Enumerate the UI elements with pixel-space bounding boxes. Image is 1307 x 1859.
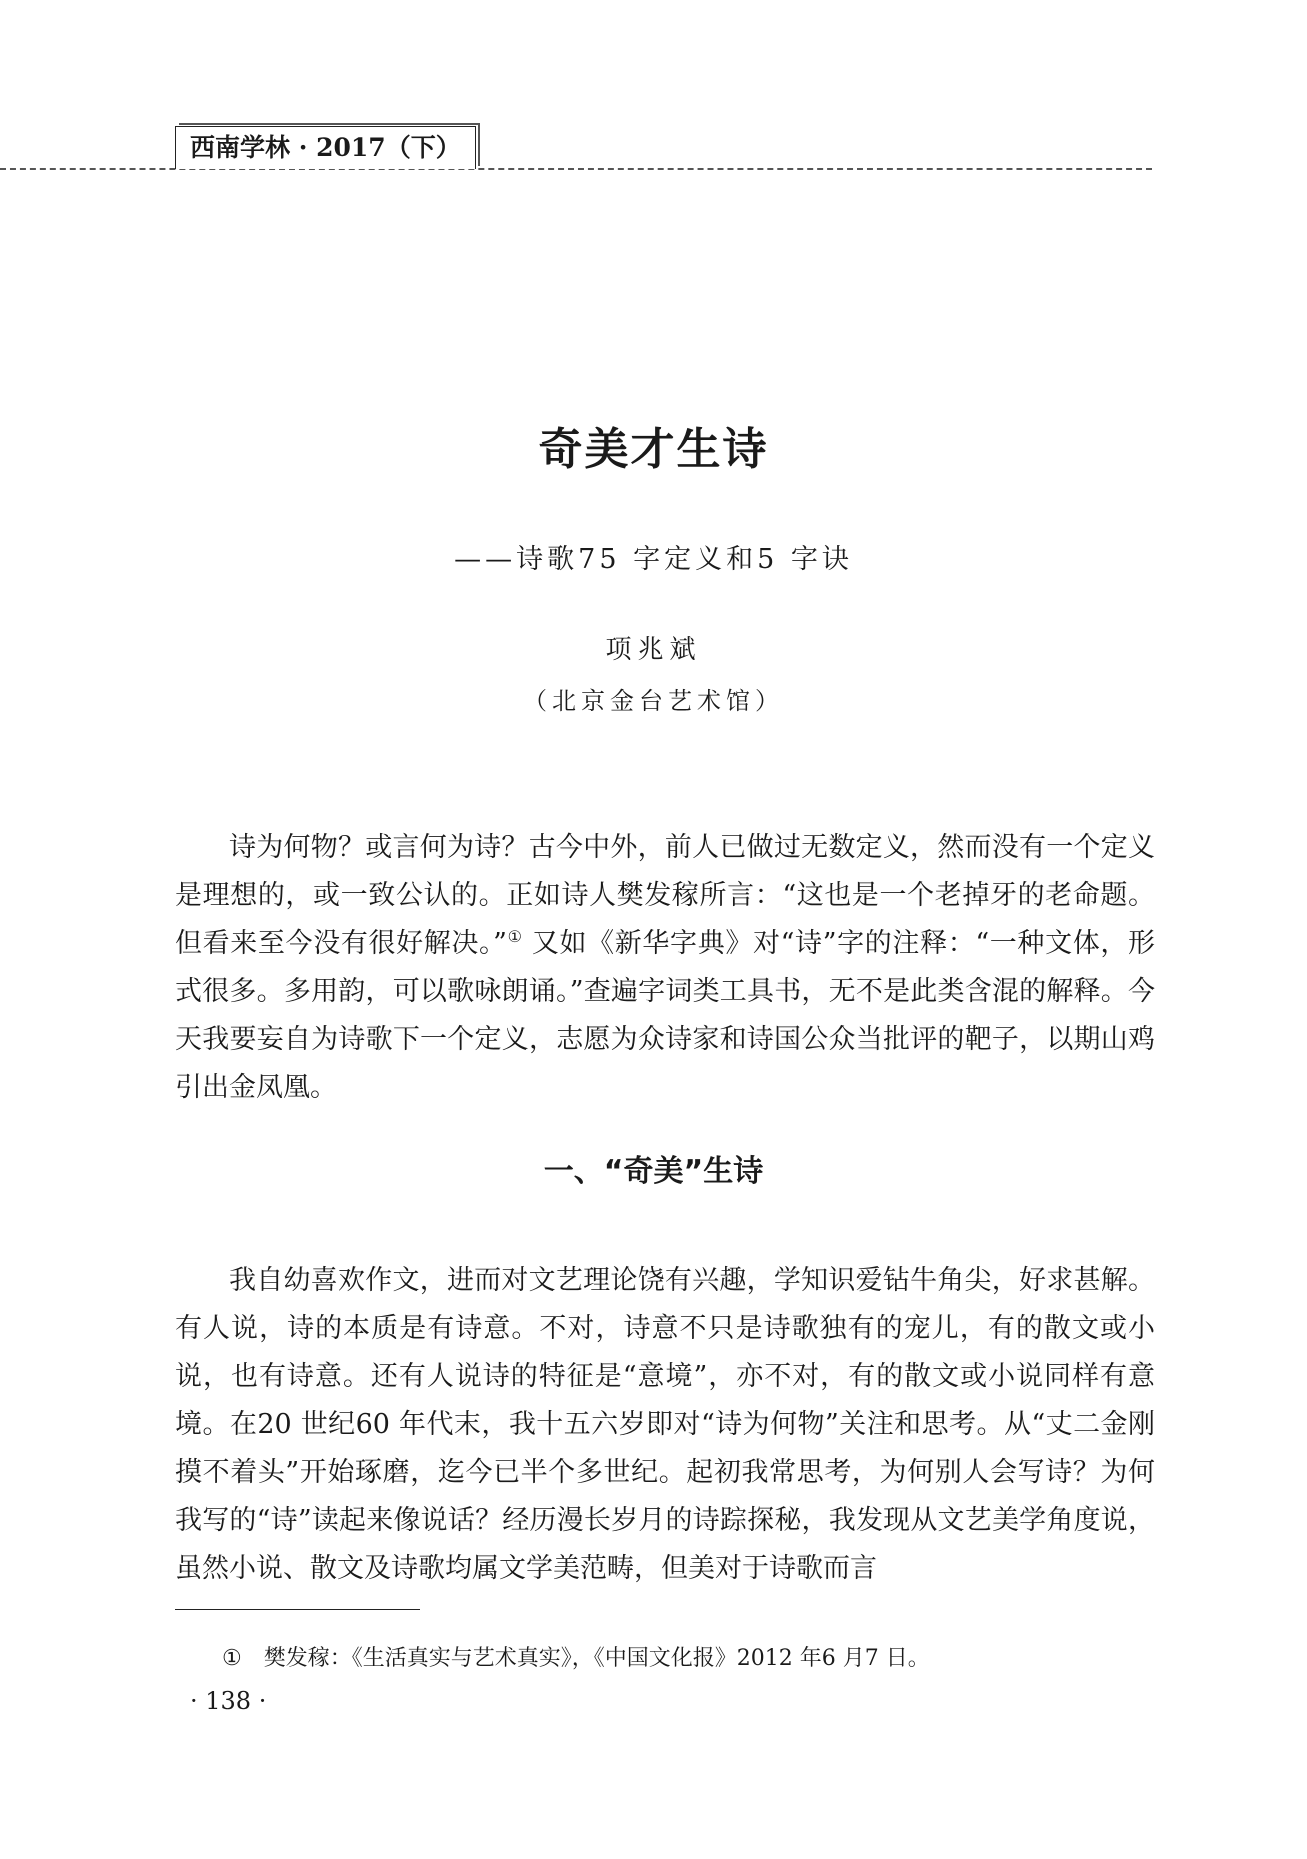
header-dashed-rule [0, 168, 1152, 170]
journal-header: 西南学林 · 2017（下） [175, 126, 476, 169]
article-author: 项兆斌 [605, 635, 702, 665]
footnote-text: 樊发稼：《生活真实与艺术真实》，《中国文化报》2012 年6 月7 日。 [263, 1646, 930, 1671]
section-heading-1: 一、“奇美”生诗 [543, 1154, 764, 1189]
article-subtitle: ——诗歌75 字定义和5 字诀 [454, 544, 853, 575]
page-number: · 138 · [190, 1687, 267, 1715]
author-affiliation: （北京金台艺术馆） [523, 687, 784, 715]
body-paragraph-2: 我自幼喜欢作文，进而对文艺理论饶有兴趣，学知识爱钻牛角尖，好求甚解。有人说，诗的本质是有诗意。不对，诗意不只是诗歌独有的宠儿，有的散文或小说，也有诗意。还有人说诗的特征是“意境”，亦不对，有的散文或小说同样有意境。在20 世纪60 年代末，我十五六岁即对“诗为何物”关注和思考。从“丈二金刚摸不着头”开始琢磨，迄今已半个多世纪。起初我常思考，为何别人会写诗？为何我写的“诗”读起来像说话？经历漫长岁月的诗踪探秘，我发现从文艺美学角度说，虽然小说、散文及诗歌均属文学美范畴，但美对于诗歌而言 [175, 1265, 1155, 1584]
paragraph-1-text-a: 诗为何物？或言何为诗？古今中外，前人已做过无数定义，然而没有一个定义是理想的，或一致公认的。正如诗人樊发稼所言：“这也是一个老掉牙的老命题。但看来至今没有很好解决。” [175, 832, 1155, 959]
body-paragraph-1 [175, 824, 1155, 1112]
footnote-reference: ① [507, 927, 523, 946]
paragraph-1-text-b: 又如《新华字典》对“诗”字的注释：“一种文体，形式很多。多用韵，可以歌咏朗诵。”查遍字词类工具书，无不是此类含混的解释。今天我要妄自为诗歌下一个定义，志愿为众诗家和诗国公众当批评的靶子，以期山鸡引出金凤凰。 [175, 928, 1155, 1103]
footnote [222, 1642, 930, 1676]
footnote-mark: ① [222, 1646, 242, 1671]
footnote-divider [175, 1609, 420, 1610]
article-title: 奇美才生诗 [538, 424, 769, 475]
